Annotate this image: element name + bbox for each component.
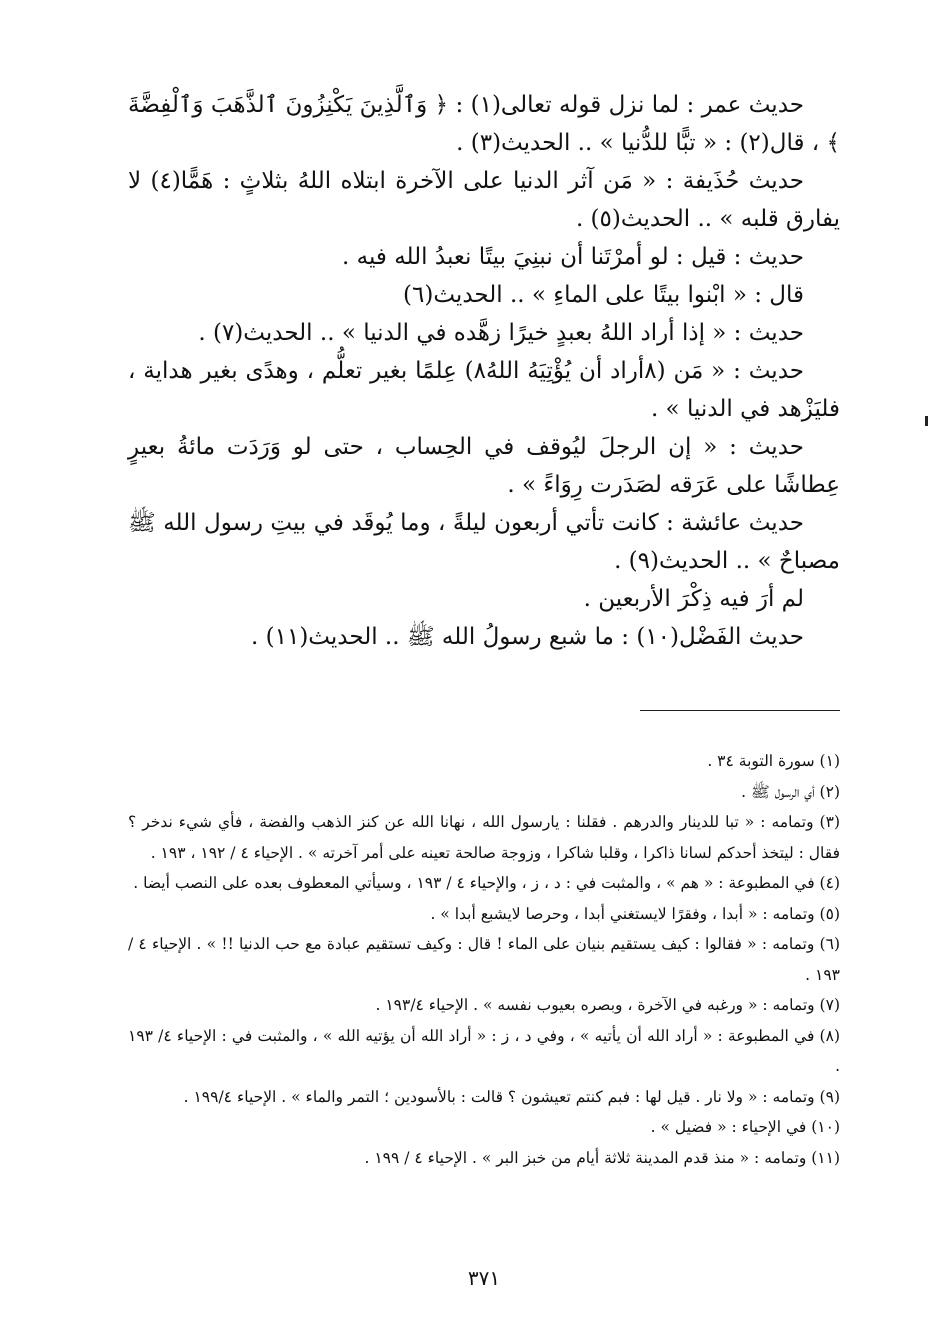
hadith-reckoning: حديث : « إن الرجلَ ليُوقف في الحِساب ، حتى لو وَرَدَت مائةُ بعيرٍ عِطاشًا على عَرَقه لصَدَرت رِوَاءً » . [128,434,840,498]
footnote: (١٠) في الإحياء : « فضيل » . [650,1118,840,1136]
footnote: (١١) وتمامه : « منذ قدم المدينة ثلاثة أيام من خبز البر » . الإحياء ٤ / ١٩٩ . [364,1148,840,1167]
page-number: ٣٧١ [467,1266,501,1290]
footnote: (٦) وتمامه : « فقالوا : كيف يستقيم بنيان على الماء ! قال : وكيف تستقيم عبادة مع حب الدنيا !! » . الإحياء ٤ / ١٩٣ . [128,935,840,984]
footnote: (٢) أي الرسول ﷺ . [741,782,840,801]
hadith-knowledge: حديث : « مَن (٨أراد أن يُؤْتِيَهُ اللهُ٨) عِلمًا بغير تعلُّم ، وهدًى بغير هداية ، فليَزْهد في الدنيا » . [128,358,840,422]
footnote: (٤) في المطبوعة : « هم » ، والمثبت في : د ، ز ، والإحياء ٤ / ١٩٣ ، وسيأتي المعطوف بعده على النصب أيضا . [133,874,840,892]
hadith-hudhayfa: حديث حُذَيفة : « مَن آثر الدنيا على الآخرة ابتلاه اللهُ بثلاثٍ : هَمًّا(٤) لا يفارق قلبه » .. الحديث(٥) . [128,168,840,232]
hadith-fadl: حديث الفَضْل(١٠) : ما شبع رسولُ الله ﷺ .. الحديث(١١) . [250,624,804,650]
hadith-build-on-water: قال : « ابْنوا بيتًا على الماءِ » .. الحديث(٦) [403,282,804,308]
footnote: (٩) وتمامه : « ولا نار . قيل لها : فبم كنتم تعيشون ؟ قالت : بالأسودين ؛ التمر والماء » . الإحياء ١٩٩/٤ . [183,1087,840,1106]
margin-mark [925,416,928,426]
footnote-separator [640,710,840,711]
note-forty: لم أرَ فيه ذِكْرَ الأربعين . [583,586,804,612]
footnote: (٨) في المطبوعة : « أراد الله أن يأتيه » ، وفي د ، ز : « أراد الله أن يؤتيه الله » ، والمثبت في : الإحياء ٤/ ١٩٣ . [128,1026,840,1075]
hadith-zuhd: حديث : « إذا أراد اللهُ بعبدٍ خيرًا زهَّده في الدنيا » .. الحديث(٧) . [198,320,804,346]
footnote: (٥) وتمامه : « أبدا ، وفقرًا لايستغني أبدا ، وحرصا لايشبع أبدا » . [430,904,840,923]
hadith-umar: حديث عمر : لما نزل قوله تعالى(١) : ﴿ وَٱلَّذِينَ يَكْنِزُونَ ٱلذَّهَبَ وَٱلْفِضَّةَ ﴾ ، قال(٢) : « تبًّا للدُّنيا » .. الحديث(٣) . [128,92,840,156]
main-text [128,86,840,656]
footnote: (٧) وتمامه : « ورغبه في الآخرة ، وبصره بعيوب نفسه » . الإحياء ١٩٣/٤ . [375,996,840,1014]
hadith-aisha: حديث عائشة : كانت تأتي أربعون ليلةً ، وما يُوقَد في بيتِ رسول الله ﷺ مصباحٌ » .. الحديث(٩) . [128,510,840,574]
footnote: (٣) وتمامه : « تبا للدينار والدرهم . فقلنا : يارسول الله ، نهانا الله عن كنز الذهب والفضة ، فأي شيء ندخر ؟ فقال : ليتخذ أحدكم لسانا ذاكرا ، وقلبا شاكرا ، وزوجة صالحة تعينه على أمر آخرته » . الإحياء ٤ / ١٩٢ ، ١٩٣ . [128,813,840,862]
book-page [128,86,840,1306]
hadith-build-house: حديث : قيل : لو أمرْتَنا أن نبنِيَ بيتًا نعبدُ الله فيه . [342,244,804,270]
footnotes [128,746,840,1173]
footnote: (١) سورة التوبة ٣٤ . [707,752,840,770]
